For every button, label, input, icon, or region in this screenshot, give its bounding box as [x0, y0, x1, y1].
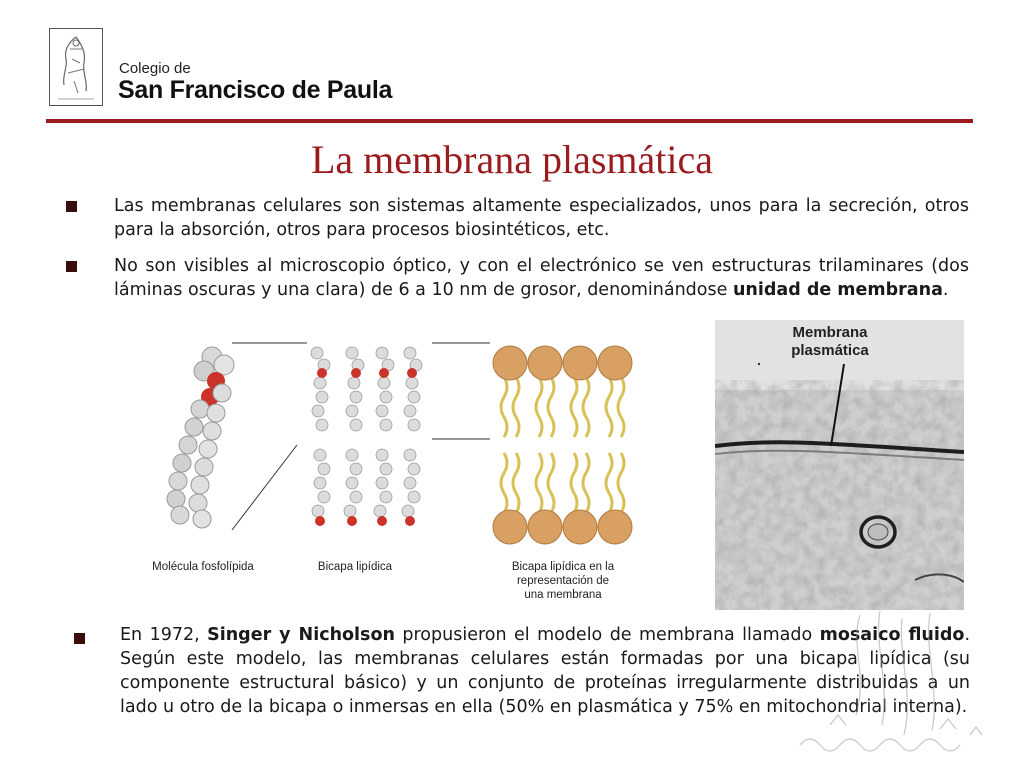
electron-micrograph: [715, 320, 964, 610]
bullet-paragraph-1: Las membranas celulares son sistemas altamente especializados, unos para la secreción, otros para la absorción, otros para procesos biosintéticos, etc.: [114, 196, 969, 240]
school-name: San Francisco de Paula: [118, 76, 393, 104]
text-run: . Según este modelo, las membranas celulares están formadas por una bicapa lipídica (su componente estructural básico) y un conjunto de proteínas irregularmente distribuidas a un lado u otro de la bicapa o inmersas en ella (50% en plasmática y 75% en mitochondrial interna).: [120, 625, 971, 717]
text-run: En 1972,: [120, 625, 208, 645]
micrograph-label-line: Membrana: [792, 324, 868, 341]
phospholipid-molecule: [167, 347, 234, 528]
school-crest-icon: [50, 29, 102, 105]
caption-line: Bicapa lipídica en la: [511, 561, 615, 573]
bullet-marker: [74, 633, 85, 644]
micrograph-label: [770, 324, 890, 360]
caption-lipid-bilayer: Bicapa lipídica: [317, 561, 393, 573]
page-title: La membrana plasmática: [310, 137, 714, 182]
bold-run: mosaico fluido: [819, 625, 965, 645]
bullet-2-text: No son visibles al microscopio óptico, y con el electrónico se ven estructuras trilaminares (dos láminas oscuras y una clara) de 6 a 10 nm de grosor, denominándose: [114, 256, 969, 300]
bullet-marker: [66, 201, 77, 212]
caption-line: una membrana: [524, 589, 602, 601]
caption-phospholipid-molecule: Molécula fosfolípida: [152, 561, 254, 573]
lipid-bilayer-spacefill: [311, 347, 422, 526]
bullet-2-end: .: [942, 280, 949, 300]
bullet-marker: [66, 261, 77, 272]
caption-line: representación de: [516, 575, 610, 587]
text-run: propusieron el modelo de membrana llamado: [394, 625, 820, 645]
micrograph-label-line: plasmática: [791, 342, 869, 359]
school-name-prefix: Colegio de: [119, 60, 191, 77]
caption-membrane-representation: [488, 560, 638, 602]
school-logo: [49, 28, 103, 106]
bold-run: Singer y Nicholson: [207, 625, 395, 645]
membrane-representation: [493, 346, 632, 544]
bullet-2-bold: unidad de membrana: [732, 280, 943, 300]
watermark-sketch: [790, 605, 1015, 765]
bullet-paragraph-2: [114, 254, 969, 302]
header-divider: [46, 119, 973, 123]
